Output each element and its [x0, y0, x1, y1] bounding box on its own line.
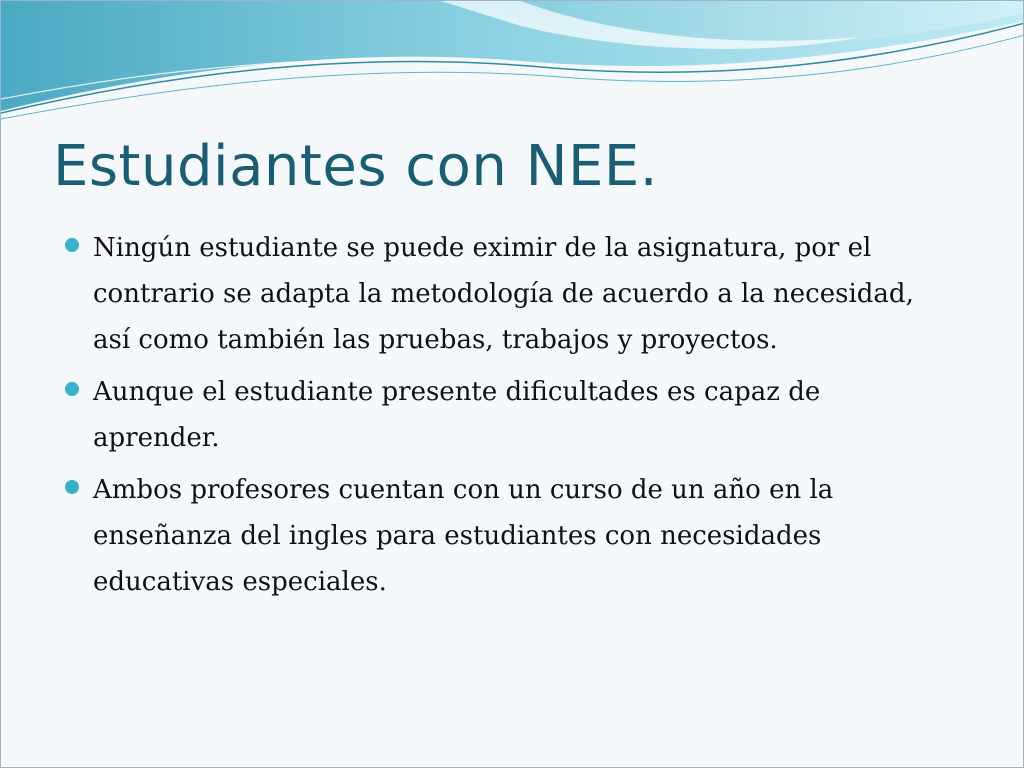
- bullet-text: Ambos profesores cuentan con un curso de un año en la enseñanza del ingles para estudiantes con necesidades educativas especiales.: [93, 475, 834, 597]
- bullet-dot-icon: [65, 480, 79, 494]
- bullet-item: [65, 225, 955, 363]
- bullet-dot-icon: [65, 238, 79, 252]
- bullet-text: Ningún estudiante se puede eximir de la asignatura, por el contrario se adapta la metodología de acuerdo a la necesidad, así como también las pruebas, trabajos y proyectos.: [93, 233, 914, 355]
- slide-title: Estudiantes con NEE.: [53, 134, 659, 199]
- bullet-item: [65, 369, 955, 461]
- bullet-text: Aunque el estudiante presente dificultades es capaz de aprender.: [93, 377, 821, 453]
- bullet-list: [65, 225, 955, 611]
- header-wave-decoration: [1, 1, 1024, 131]
- bullet-dot-icon: [65, 382, 79, 396]
- bullet-item: [65, 467, 955, 605]
